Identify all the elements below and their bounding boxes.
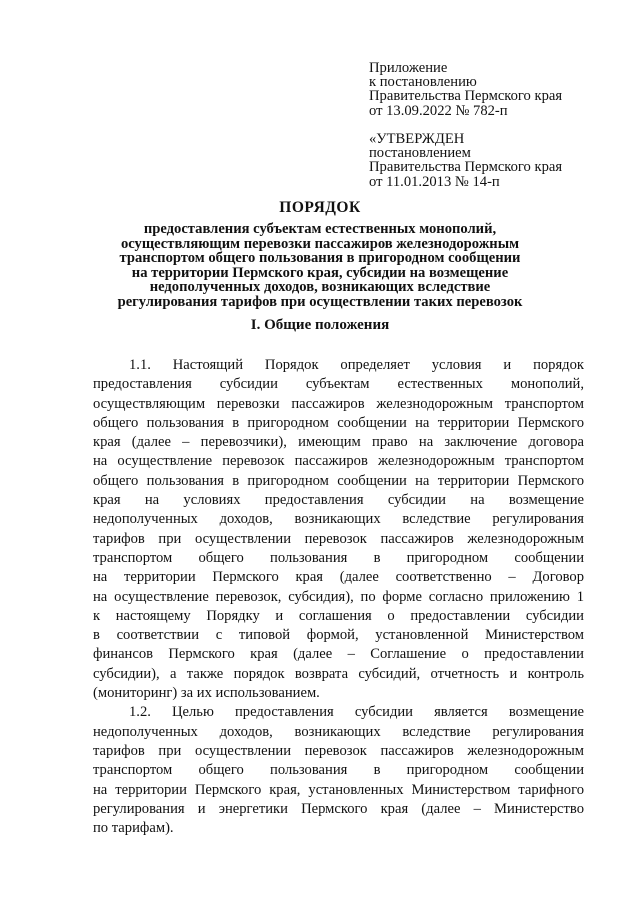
paragraph-line: осуществляющим перевозки пассажиров железнодорожным транспортом	[93, 395, 584, 412]
paragraph-line: 1.2. Целью предоставления субсидии является возмещение	[129, 704, 584, 721]
document-subtitle	[100, 222, 540, 310]
paragraph-line: тарифов при осуществлении перевозок пассажиров железнодорожным	[93, 530, 584, 547]
subtitle-line: транспортом общего пользования в пригородном сообщении	[119, 250, 521, 267]
document-body	[93, 356, 584, 838]
subtitle-line: осуществляющим перевозки пассажиров железнодорожным	[120, 235, 520, 252]
subtitle-line: предоставления субъектам естественных монополий,	[143, 221, 497, 237]
paragraph-line: общего пользования в пригородном сообщении на территории Пермского	[93, 414, 584, 431]
paragraph-line: недополученных доходов, возникающих вследствие регулирования	[93, 723, 584, 740]
paragraph-line: регулирования и энергетики Пермского края (далее – Министерство	[93, 800, 584, 817]
approved-line: Правительства Пермского края	[369, 159, 563, 176]
paragraph-line: по тарифам).	[93, 820, 174, 837]
document-title: ПОРЯДОК	[279, 199, 361, 216]
approved-line: от 11.01.2013 № 14-п	[369, 173, 500, 190]
attachment-line: от 13.09.2022 № 782-п	[369, 102, 508, 119]
paragraph-line: на территории Пермского края, установленных Министерством тарифного	[93, 781, 584, 798]
paragraph-line: края (далее – перевозчики), имеющим право на заключение договора	[93, 434, 584, 451]
paragraph-line: края на условиях предоставления субсидии на возмещение	[93, 492, 584, 509]
paragraph-1	[93, 356, 584, 703]
paragraph-line: на осуществление перевозок пассажиров железнодорожным транспортом	[93, 453, 584, 470]
paragraph-line: к настоящему Порядку и соглашения о предоставлении субсидии	[93, 607, 584, 624]
subtitle-line: на территории Пермского края, субсидии на возмещение	[131, 264, 509, 281]
paragraph-line: транспортом общего пользования в пригородном сообщении	[93, 762, 584, 779]
paragraph-line: финансов Пермского края (далее – Соглашение о предоставлении	[93, 646, 584, 663]
paragraph-line: (мониторинг) за их использованием.	[93, 685, 320, 702]
paragraph-line: общего пользования в пригородном сообщении на территории Пермского	[93, 472, 584, 489]
paragraph-line: на осуществление перевозок, субсидия), по форме согласно приложению 1	[93, 588, 584, 605]
paragraph-2	[93, 703, 584, 838]
section-heading: I. Общие положения	[250, 317, 390, 333]
approved-line: «УТВЕРЖДЕН	[369, 131, 465, 147]
subtitle-line: регулирования тарифов при осуществлении таких перевозок	[117, 293, 523, 310]
paragraph-line: на территории Пермского края (далее соответственно – Договор	[93, 569, 584, 586]
paragraph-line: предоставления субсидии субъектам естественных монополий,	[93, 376, 584, 393]
paragraph-line: субсидии), а также порядок возврата субсидий, отчетность и контроль	[93, 665, 584, 682]
attachment-line: к постановлению	[369, 74, 477, 91]
attachment-line: Приложение	[369, 60, 448, 76]
approved-line: постановлением	[369, 145, 471, 162]
approved-header	[369, 132, 562, 189]
paragraph-line: 1.1. Настоящий Порядок определяет условия и порядок	[129, 357, 584, 373]
subtitle-line: недополученных доходов, возникающих вследствие	[149, 279, 491, 296]
paragraph-line: недополученных доходов, возникающих вследствие регулирования	[93, 511, 584, 528]
paragraph-line: в соответствии с типовой формой, установленной Министерством	[93, 627, 584, 644]
paragraph-line: транспортом общего пользования в пригородном сообщении	[93, 549, 584, 566]
attachment-header	[369, 61, 562, 118]
attachment-line: Правительства Пермского края	[369, 88, 563, 105]
paragraph-line: тарифов при осуществлении перевозок пассажиров железнодорожным	[93, 742, 584, 759]
